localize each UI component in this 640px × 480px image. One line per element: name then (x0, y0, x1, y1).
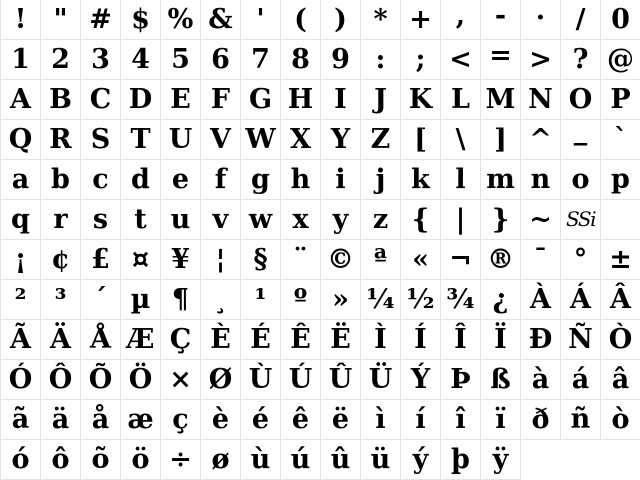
glyph-cell[interactable]: ü (361, 440, 401, 480)
glyph-cell[interactable]: v (201, 200, 241, 240)
glyph-cell[interactable]: Ü (361, 360, 401, 400)
glyph-cell[interactable]: õ (81, 440, 121, 480)
glyph-cell[interactable]: ö (121, 440, 161, 480)
glyph-cell[interactable]: \ (441, 120, 481, 160)
glyph-cell[interactable]: B (41, 80, 81, 120)
glyph-cell[interactable]: ¨ (281, 240, 321, 280)
glyph-cell[interactable]: ¤ (121, 240, 161, 280)
glyph-cell[interactable]: ú (281, 440, 321, 480)
glyph-cell[interactable]: ¸ (201, 280, 241, 320)
glyph-cell[interactable]: Ì (361, 320, 401, 360)
glyph-cell[interactable]: Ñ (561, 320, 601, 360)
glyph-cell[interactable]: " (41, 0, 81, 40)
glyph-cell[interactable]: Z (361, 120, 401, 160)
glyph-cell[interactable]: o (561, 160, 601, 200)
glyph-cell[interactable]: U (161, 120, 201, 160)
glyph-cell[interactable]: O (561, 80, 601, 120)
glyph-cell[interactable]: ! (1, 0, 41, 40)
glyph-cell[interactable]: ý (401, 440, 441, 480)
glyph-cell[interactable]: s (81, 200, 121, 240)
glyph-row (1, 440, 640, 480)
glyph-cell[interactable]: 4 (121, 40, 161, 80)
glyph-cell[interactable]: ø (201, 440, 241, 480)
glyph-cell[interactable]: ÷ (161, 440, 201, 480)
glyph-row (1, 40, 640, 80)
glyph-cell[interactable]: f (201, 160, 241, 200)
glyph-cell[interactable]: Á (561, 280, 601, 320)
glyph-cell[interactable]: ^ (521, 120, 561, 160)
glyph-row (1, 320, 640, 360)
glyph-cell[interactable]: a (1, 160, 41, 200)
glyph-cell[interactable]: Ð (521, 320, 561, 360)
glyph-cell[interactable]: V (201, 120, 241, 160)
glyph-cell[interactable]: ¬ (441, 240, 481, 280)
glyph-cell[interactable]: á (561, 360, 601, 400)
glyph-cell[interactable]: » (321, 280, 361, 320)
glyph-cell[interactable]: C (81, 80, 121, 120)
glyph-cell[interactable]: ò (601, 400, 640, 440)
glyph-cell[interactable]: Ù (241, 360, 281, 400)
glyph-cell[interactable]: ½ (401, 280, 441, 320)
glyph-cell[interactable]: Ï (481, 320, 521, 360)
glyph-cell[interactable]: û (321, 440, 361, 480)
glyph-cell[interactable]: e (161, 160, 201, 200)
glyph-cell[interactable]: ; (401, 40, 441, 80)
glyph-cell[interactable]: å (81, 400, 121, 440)
glyph-cell[interactable]: A (1, 80, 41, 120)
glyph-cell[interactable]: % (161, 0, 201, 40)
glyph-cell[interactable]: # (81, 0, 121, 40)
glyph-cell[interactable]: ð (521, 400, 561, 440)
glyph-cell[interactable]: T (121, 120, 161, 160)
glyph-cell[interactable]: § (241, 240, 281, 280)
glyph-cell[interactable]: @ (601, 40, 640, 80)
glyph-cell[interactable]: + (401, 0, 441, 40)
glyph-cell[interactable]: ñ (561, 400, 601, 440)
glyph-cell[interactable]: , (441, 0, 481, 40)
glyph-cell[interactable]: ë (321, 400, 361, 440)
glyph-cell[interactable]: b (41, 160, 81, 200)
glyph-cell[interactable]: ó (1, 440, 41, 480)
glyph-row (1, 160, 640, 200)
glyph-cell[interactable]: Ê (281, 320, 321, 360)
glyph-cell[interactable]: c (81, 160, 121, 200)
glyph-cell[interactable]: ¿ (481, 280, 521, 320)
glyph-cell[interactable]: « (401, 240, 441, 280)
glyph-cell[interactable]: ã (1, 400, 41, 440)
glyph-cell[interactable]: 1 (1, 40, 41, 80)
glyph-cell[interactable]: Ö (121, 360, 161, 400)
glyph-cell[interactable]: t (121, 200, 161, 240)
glyph-cell[interactable]: ù (241, 440, 281, 480)
glyph-cell[interactable]: þ (441, 440, 481, 480)
glyph-row (1, 115, 640, 160)
glyph-cell[interactable]: ¶ (161, 280, 201, 320)
glyph-cell[interactable]: Õ (81, 360, 121, 400)
glyph-cell[interactable]: 3 (81, 40, 121, 80)
glyph-cell[interactable]: D (121, 80, 161, 120)
foundry-logo-glyph-cell[interactable]: SSi (561, 200, 601, 240)
glyph-cell[interactable]: Ç (161, 320, 201, 360)
glyph-cell[interactable]: r (41, 200, 81, 240)
glyph-cell[interactable]: Ý (401, 360, 441, 400)
glyph-cell[interactable]: > (521, 40, 561, 80)
glyph-cell[interactable]: & (201, 0, 241, 40)
glyph-cell[interactable]: { (401, 200, 441, 240)
glyph-cell[interactable]: S (81, 120, 121, 160)
glyph-cell[interactable]: h (281, 160, 321, 200)
glyph-cell[interactable]: E (161, 80, 201, 120)
glyph-cell[interactable]: ´ (81, 280, 121, 320)
glyph-cell[interactable]: l (441, 160, 481, 200)
glyph-cell[interactable]: ÿ (481, 440, 521, 480)
glyph-cell[interactable]: é (241, 400, 281, 440)
glyph-cell[interactable]: p (601, 160, 640, 200)
glyph-cell[interactable]: u (161, 200, 201, 240)
glyph-cell[interactable]: © (321, 240, 361, 280)
glyph-cell[interactable]: ï (481, 400, 521, 440)
glyph-cell[interactable]: : (361, 40, 401, 80)
glyph-cell[interactable]: ¦ (201, 240, 241, 280)
glyph-cell[interactable]: J (361, 80, 401, 120)
glyph-cell[interactable]: Ô (41, 360, 81, 400)
glyph-cell[interactable]: _ (561, 120, 601, 160)
glyph-cell[interactable]: ì (361, 400, 401, 440)
glyph-cell[interactable]: è (201, 400, 241, 440)
glyph-cell[interactable]: W (241, 120, 281, 160)
glyph-cell[interactable]: ß (481, 360, 521, 400)
glyph-cell[interactable]: ê (281, 400, 321, 440)
glyph-cell[interactable]: 7 (241, 40, 281, 80)
glyph-cell[interactable]: L (441, 80, 481, 120)
glyph-cell[interactable]: g (241, 160, 281, 200)
glyph-cell[interactable]: 6 (201, 40, 241, 80)
glyph-cell[interactable]: ¾ (441, 280, 481, 320)
glyph-cell[interactable]: Û (321, 360, 361, 400)
glyph-cell[interactable]: ³ (41, 280, 81, 320)
glyph-cell[interactable]: É (241, 320, 281, 360)
glyph-cell[interactable]: x (281, 200, 321, 240)
glyph-row (1, 0, 640, 40)
glyph-row (1, 240, 640, 280)
glyph-cell[interactable]: £ (81, 240, 121, 280)
glyph-cell[interactable]: Í (401, 320, 441, 360)
glyph-cell[interactable]: Ú (281, 360, 321, 400)
glyph-cell[interactable]: Ø (201, 360, 241, 400)
glyph-cell[interactable]: æ (121, 400, 161, 440)
glyph-cell[interactable]: ä (41, 400, 81, 440)
glyph-cell[interactable]: ª (361, 240, 401, 280)
glyph-cell[interactable]: I (321, 80, 361, 120)
glyph-cell[interactable]: î (441, 400, 481, 440)
glyph-cell[interactable]: / (561, 0, 601, 40)
glyph-cell[interactable]: ô (41, 440, 81, 480)
glyph-cell[interactable]: 9 (321, 40, 361, 80)
glyph-cell[interactable]: | (441, 200, 481, 240)
glyph-cell[interactable]: Ó (1, 360, 41, 400)
glyph-cell[interactable]: ¢ (41, 240, 81, 280)
glyph-cell[interactable]: n (521, 160, 561, 200)
glyph-cell[interactable]: } (481, 200, 521, 240)
glyph-cell[interactable]: È (201, 320, 241, 360)
glyph-cell[interactable]: ¡ (1, 240, 41, 280)
glyph-cell[interactable]: z (361, 200, 401, 240)
glyph-cell[interactable]: = (481, 40, 521, 80)
glyph-cell[interactable]: à (521, 360, 561, 400)
glyph-cell[interactable]: Î (441, 320, 481, 360)
empty-glyph-cell (601, 200, 640, 240)
glyph-cell[interactable]: d (121, 160, 161, 200)
glyph-cell[interactable]: H (281, 80, 321, 120)
glyph-cell[interactable]: Þ (441, 360, 481, 400)
glyph-cell[interactable]: 0 (601, 0, 640, 40)
glyph-cell[interactable]: Å (81, 320, 121, 360)
glyph-cell[interactable]: ) (321, 0, 361, 40)
glyph-cell[interactable]: Ë (321, 320, 361, 360)
glyph-cell[interactable]: ± (601, 240, 640, 280)
glyph-row (1, 200, 640, 240)
glyph-cell[interactable]: X (281, 120, 321, 160)
glyph-cell[interactable]: < (441, 40, 481, 80)
glyph-cell[interactable]: $ (121, 0, 161, 40)
glyph-cell[interactable]: q (1, 200, 41, 240)
glyph-cell[interactable]: ¹ (241, 280, 281, 320)
glyph-cell[interactable]: Q (1, 120, 41, 160)
glyph-cell[interactable]: w (241, 200, 281, 240)
glyph-row (1, 80, 640, 120)
glyph-cell[interactable]: í (401, 400, 441, 440)
glyph-cell[interactable]: [ (401, 120, 441, 160)
glyph-cell[interactable]: Ã (1, 320, 41, 360)
glyph-cell[interactable]: - (481, 0, 521, 40)
glyph-cell[interactable]: 5 (161, 40, 201, 80)
glyph-cell[interactable]: N (521, 80, 561, 120)
glyph-cell[interactable]: 8 (281, 40, 321, 80)
glyph-row (1, 280, 640, 320)
glyph-cell[interactable]: × (161, 360, 201, 400)
glyph-cell[interactable]: ç (161, 400, 201, 440)
glyph-cell[interactable]: M (481, 80, 521, 120)
glyph-cell[interactable]: ¥ (161, 240, 201, 280)
glyph-cell[interactable]: ` (601, 120, 640, 160)
glyph-cell[interactable]: ' (241, 0, 281, 40)
glyph-cell[interactable]: F (201, 80, 241, 120)
glyph-cell[interactable]: G (241, 80, 281, 120)
glyph-cell[interactable]: ~ (521, 200, 561, 240)
glyph-row (1, 360, 640, 400)
glyph-cell[interactable]: 2 (41, 40, 81, 80)
glyph-cell[interactable]: Æ (121, 320, 161, 360)
glyph-cell[interactable]: ² (1, 280, 41, 320)
glyph-cell[interactable]: P (601, 80, 640, 120)
glyph-cell[interactable]: ] (481, 120, 521, 160)
glyph-cell[interactable]: ° (561, 240, 601, 280)
glyph-cell[interactable]: y (321, 200, 361, 240)
glyph-cell[interactable]: Â (601, 280, 640, 320)
glyph-cell[interactable]: * (361, 0, 401, 40)
glyph-cell[interactable]: º (281, 280, 321, 320)
glyph-cell[interactable]: À (521, 280, 561, 320)
glyph-cell[interactable]: i (321, 160, 361, 200)
glyph-cell[interactable]: R (41, 120, 81, 160)
glyph-cell[interactable]: ? (561, 40, 601, 80)
glyph-cell[interactable]: µ (121, 280, 161, 320)
glyph-cell[interactable]: K (401, 80, 441, 120)
glyph-cell[interactable]: Ò (601, 320, 640, 360)
glyph-cell[interactable]: . (521, 0, 561, 40)
glyph-row (1, 400, 640, 440)
glyph-cell[interactable]: j (361, 160, 401, 200)
glyph-cell[interactable]: ¼ (361, 280, 401, 320)
glyph-cell[interactable]: â (601, 360, 640, 400)
glyph-cell[interactable]: Y (321, 120, 361, 160)
glyph-cell[interactable]: k (401, 160, 441, 200)
glyph-cell[interactable]: ¯ (521, 240, 561, 280)
glyph-cell[interactable]: ( (281, 0, 321, 40)
glyph-cell[interactable]: m (481, 160, 521, 200)
glyph-cell[interactable]: ® (481, 240, 521, 280)
glyph-cell[interactable]: Ä (41, 320, 81, 360)
